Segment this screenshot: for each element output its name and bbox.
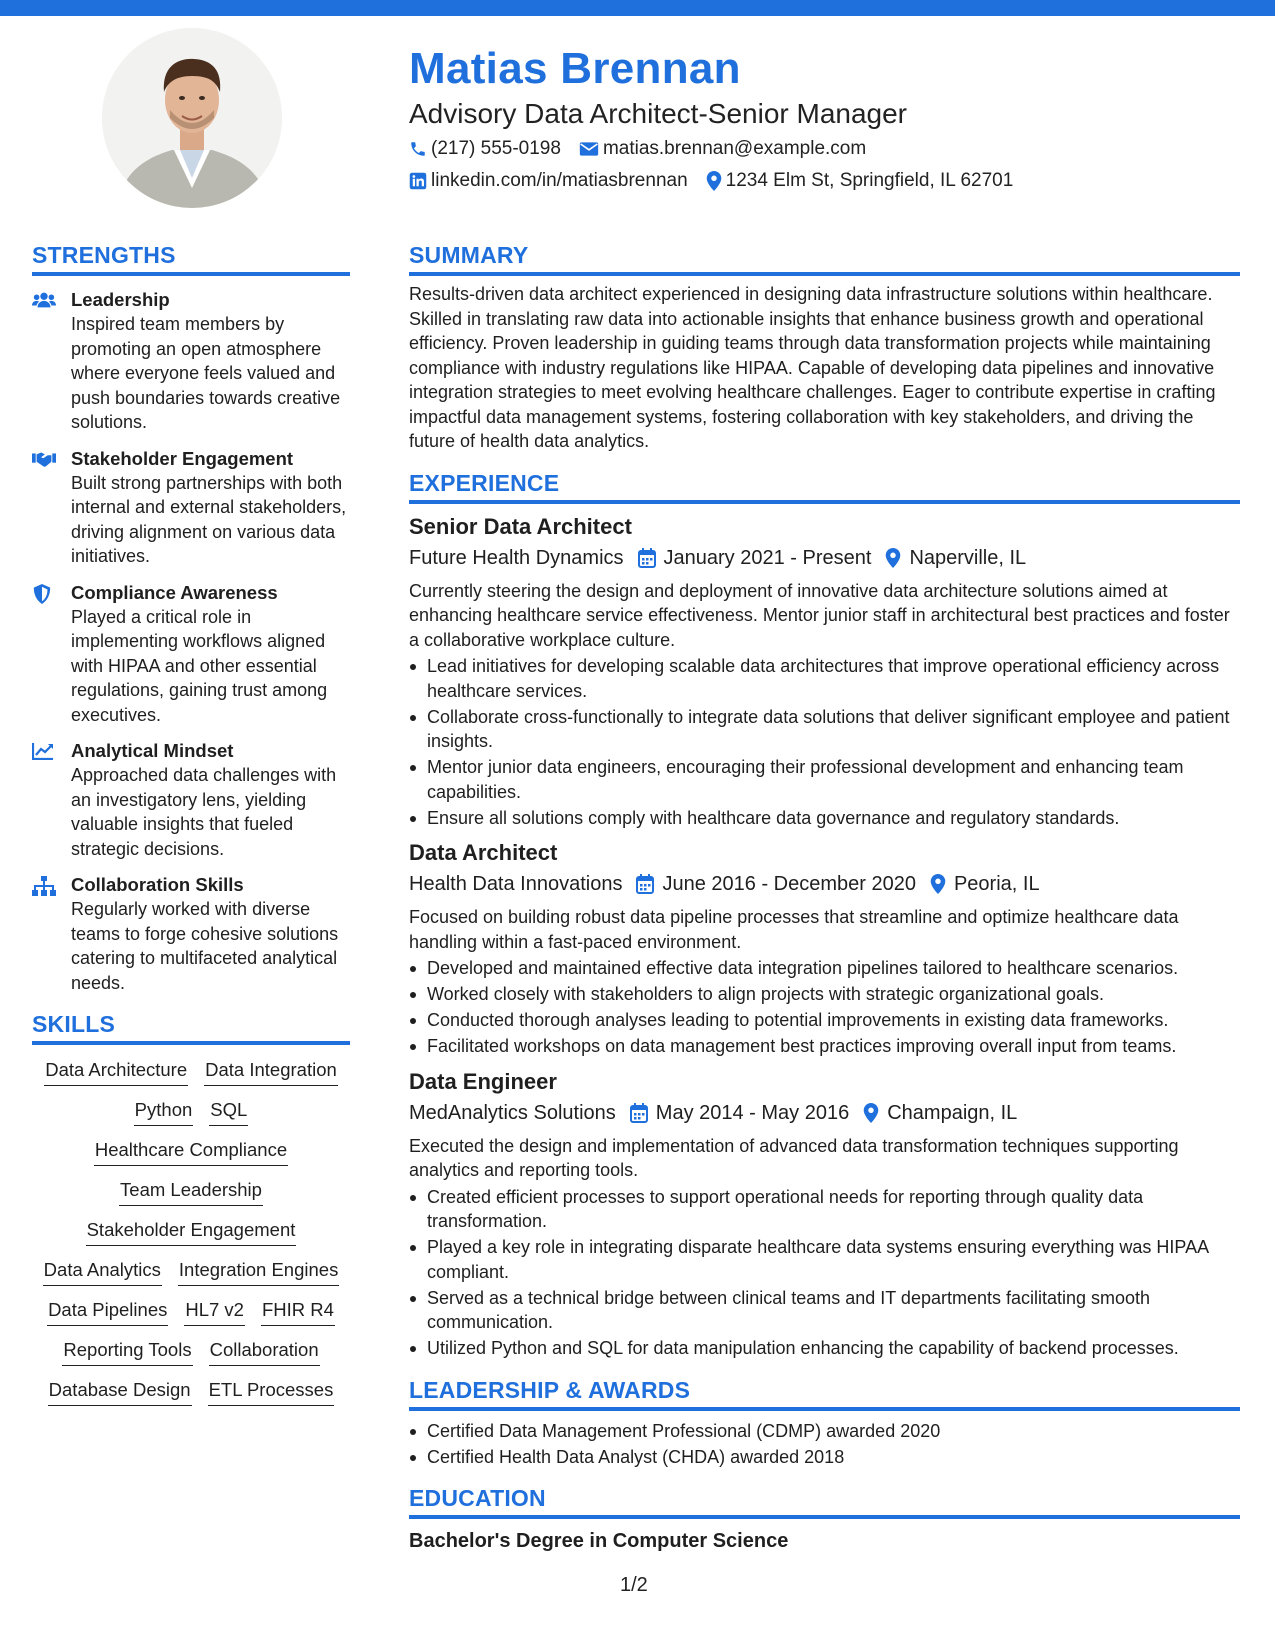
skill-tag: SQL — [209, 1097, 248, 1126]
skill-tag: Team Leadership — [119, 1177, 263, 1206]
summary-heading: SUMMARY — [409, 240, 1240, 276]
job-description: Focused on building robust data pipeline processes that streamline and optimize healthcare data handling within a fast-paced environment. — [409, 907, 1179, 952]
job-bullet: Developed and maintained effective data integration pipelines tailored to healthcare scenarios. — [409, 956, 1240, 981]
job-dates: January 2021 - Present — [663, 546, 872, 569]
award-item: Certified Health Data Analyst (CHDA) awarded 2018 — [409, 1445, 1240, 1470]
skill-tag: Data Integration — [204, 1057, 338, 1086]
job-company: MedAnalytics Solutions — [409, 1101, 616, 1124]
strength-item — [32, 873, 350, 995]
contact-email[interactable] — [579, 134, 866, 164]
skills-heading: SKILLS — [32, 1009, 350, 1045]
handshake-icon — [32, 450, 56, 468]
skill-tag: Data Architecture — [44, 1057, 188, 1086]
job-location-wrap — [885, 543, 1026, 573]
awards-heading: LEADERSHIP & AWARDS — [409, 1375, 1240, 1411]
skill-tag: HL7 v2 — [184, 1297, 245, 1326]
job-bullet: Ensure all solutions comply with healthcare data governance and regulatory standards. — [409, 806, 1240, 831]
skills-section — [32, 1009, 350, 1406]
job-bullet: Lead initiatives for developing scalable data architectures that improve operational efficiency across healthcare services. — [409, 654, 1240, 703]
job-company: Health Data Innovations — [409, 873, 623, 895]
strength-desc: Built strong partnerships with both internal and external stakeholders, driving alignment on various data initiatives. — [71, 472, 347, 566]
award-item: Certified Data Management Professional (CDMP) awarded 2020 — [409, 1419, 1240, 1444]
strength-desc: Inspired team members by promoting an open atmosphere where everyone feels valued and push boundaries towards creative solutions. — [71, 314, 341, 432]
top-accent-bar — [0, 0, 1275, 16]
sitemap-icon — [32, 876, 56, 896]
skill-tag: Python — [134, 1097, 194, 1126]
shield-icon — [32, 584, 52, 604]
education-degree: Bachelor's Degree in Computer Science — [409, 1530, 789, 1552]
skill-tag: ETL Processes — [208, 1377, 335, 1406]
strengths-heading: STRENGTHS — [32, 240, 350, 276]
strength-name: Collaboration Skills — [71, 874, 244, 895]
job-entry — [409, 1067, 1240, 1361]
strength-item — [32, 288, 350, 435]
job-location: Champaign, IL — [887, 1101, 1018, 1124]
job-bullet: Created efficient processes to support operational needs for reporting through quality data transformation. — [409, 1185, 1240, 1234]
contact-row-1 — [409, 134, 1229, 164]
strength-name: Leadership — [71, 289, 170, 310]
right-column — [409, 240, 1240, 1555]
strength-name: Stakeholder Engagement — [71, 447, 294, 469]
job-bullet: Facilitated workshops on data management best practices improving overall input from teams. — [409, 1034, 1240, 1059]
skill-tag: FHIR R4 — [261, 1297, 335, 1326]
strength-desc: Played a critical role in implementing workflows aligned with HIPAA and other essential regulations, gaining trust among executives. — [71, 606, 328, 725]
job-meta — [409, 869, 1240, 899]
job-description: Currently steering the design and deployment of innovative data architecture solutions aimed at enhancing healthcare service effectiveness. Mentor junior staff in architectural best practices and foster a collaborative workplace culture. — [409, 580, 1230, 650]
map-pin-icon — [706, 171, 722, 191]
skill-tag: Integration Engines — [178, 1257, 339, 1286]
education-heading: EDUCATION — [409, 1483, 1240, 1519]
address-text: 1234 Elm St, Springfield, IL 62701 — [725, 170, 1014, 191]
strength-item — [32, 447, 350, 569]
candidate-title: Advisory Data Architect-Senior Manager — [409, 98, 907, 129]
job-bullet: Conducted thorough analyses leading to potential improvements in existing data frameworks. — [409, 1008, 1240, 1033]
skill-tag: Reporting Tools — [62, 1337, 192, 1366]
chart-line-icon — [32, 742, 54, 760]
summary-text: Results-driven data architect experienced in designing data infrastructure solutions within healthcare. Skilled in translating raw data into actionable insights that enhance business growth and operational efficiency. Proven leadership in guiding teams through data transformation projects while maintaining compliance with industry regulations like HIPAA. Capable of developing data pipelines and innovative integration strategies to meet evolving healthcare challenges. Eager to contribute expertise in crafting impactful data management systems, fostering collaboration with key stakeholders, and driving the future of health data analytics. — [409, 284, 1216, 451]
strength-item — [32, 581, 350, 728]
map-pin-icon — [885, 548, 901, 568]
skills-list — [32, 1057, 350, 1406]
strength-name: Analytical Mindset — [71, 740, 234, 761]
awards-section — [409, 1375, 1240, 1470]
profile-photo — [102, 28, 282, 208]
experience-heading: EXPERIENCE — [409, 468, 1240, 504]
job-dates: June 2016 - December 2020 — [662, 873, 916, 895]
calendar-icon — [636, 874, 654, 894]
job-dates: May 2014 - May 2016 — [655, 1101, 850, 1124]
candidate-name: Matias Brennan — [409, 44, 741, 93]
awards-list — [409, 1419, 1240, 1470]
job-dates-wrap — [636, 869, 916, 899]
contact-linkedin[interactable] — [409, 166, 688, 196]
skill-tag: Healthcare Compliance — [94, 1137, 288, 1166]
job-location-wrap — [930, 869, 1040, 899]
contact-phone — [409, 134, 561, 164]
resume-header — [409, 42, 1229, 196]
email-text: matias.brennan@example.com — [602, 138, 867, 159]
contact-row-2 — [409, 166, 1229, 196]
job-bullet: Mentor junior data engineers, encouraging their professional development and enhancing team capabilities. — [409, 755, 1240, 804]
users-icon — [32, 291, 56, 309]
strength-item — [32, 739, 350, 861]
job-location-wrap — [863, 1098, 1017, 1128]
linkedin-text: linkedin.com/in/matiasbrennan — [431, 170, 688, 191]
strength-desc: Regularly worked with diverse teams to forge cohesive solutions catering to multifaceted analytical needs. — [71, 899, 339, 993]
skill-tag: Stakeholder Engagement — [86, 1217, 297, 1246]
job-dates-wrap — [638, 543, 872, 573]
contact-address — [706, 166, 1014, 196]
skill-tag: Database Design — [48, 1377, 192, 1406]
linkedin-icon — [409, 172, 427, 190]
calendar-icon — [638, 548, 656, 568]
job-role: Data Architect — [409, 840, 558, 865]
job-bullet: Played a key role in integrating disparate healthcare data systems ensuring everything was HIPAA compliant. — [409, 1235, 1240, 1284]
calendar-icon — [630, 1103, 648, 1123]
job-bullets — [409, 1185, 1240, 1361]
job-bullets — [409, 956, 1240, 1059]
education-section — [409, 1483, 1240, 1555]
page-number: 1/2 — [620, 1574, 648, 1596]
job-entry — [409, 838, 1240, 1059]
job-role: Data Engineer — [409, 1068, 557, 1094]
envelope-icon — [579, 140, 599, 158]
job-company: Future Health Dynamics — [409, 546, 624, 569]
job-entry — [409, 512, 1240, 831]
job-bullets — [409, 654, 1240, 830]
job-meta — [409, 543, 1240, 573]
skill-tag: Collaboration — [209, 1337, 320, 1366]
strength-name: Compliance Awareness — [71, 581, 278, 603]
skill-tag: Data Pipelines — [47, 1297, 168, 1326]
job-dates-wrap — [630, 1098, 849, 1128]
job-meta — [409, 1098, 1240, 1128]
map-pin-icon — [930, 874, 946, 894]
map-pin-icon — [863, 1103, 879, 1123]
phone-text: (217) 555-0198 — [431, 138, 561, 159]
job-bullet: Utilized Python and SQL for data manipulation enhancing the capability of backend processes. — [409, 1336, 1240, 1361]
phone-icon — [409, 140, 427, 158]
job-location: Peoria, IL — [953, 873, 1040, 895]
strength-desc: Approached data challenges with an investigatory lens, yielding valuable insights that fueled strategic decisions. — [71, 765, 337, 859]
job-bullet: Worked closely with stakeholders to align projects with strategic organizational goals. — [409, 982, 1240, 1007]
job-bullet: Collaborate cross-functionally to integrate data solutions that deliver significant employee and patient insights. — [409, 705, 1240, 754]
job-description: Executed the design and implementation of advanced data transformation techniques supporting analytics and reporting tools. — [409, 1135, 1179, 1180]
job-role: Senior Data Architect — [409, 513, 632, 539]
job-bullet: Served as a technical bridge between clinical teams and IT departments facilitating smooth communication. — [409, 1286, 1240, 1335]
skill-tag: Data Analytics — [43, 1257, 162, 1286]
experience-section — [409, 468, 1240, 1361]
left-column — [32, 240, 350, 1406]
job-location: Naperville, IL — [909, 546, 1027, 569]
